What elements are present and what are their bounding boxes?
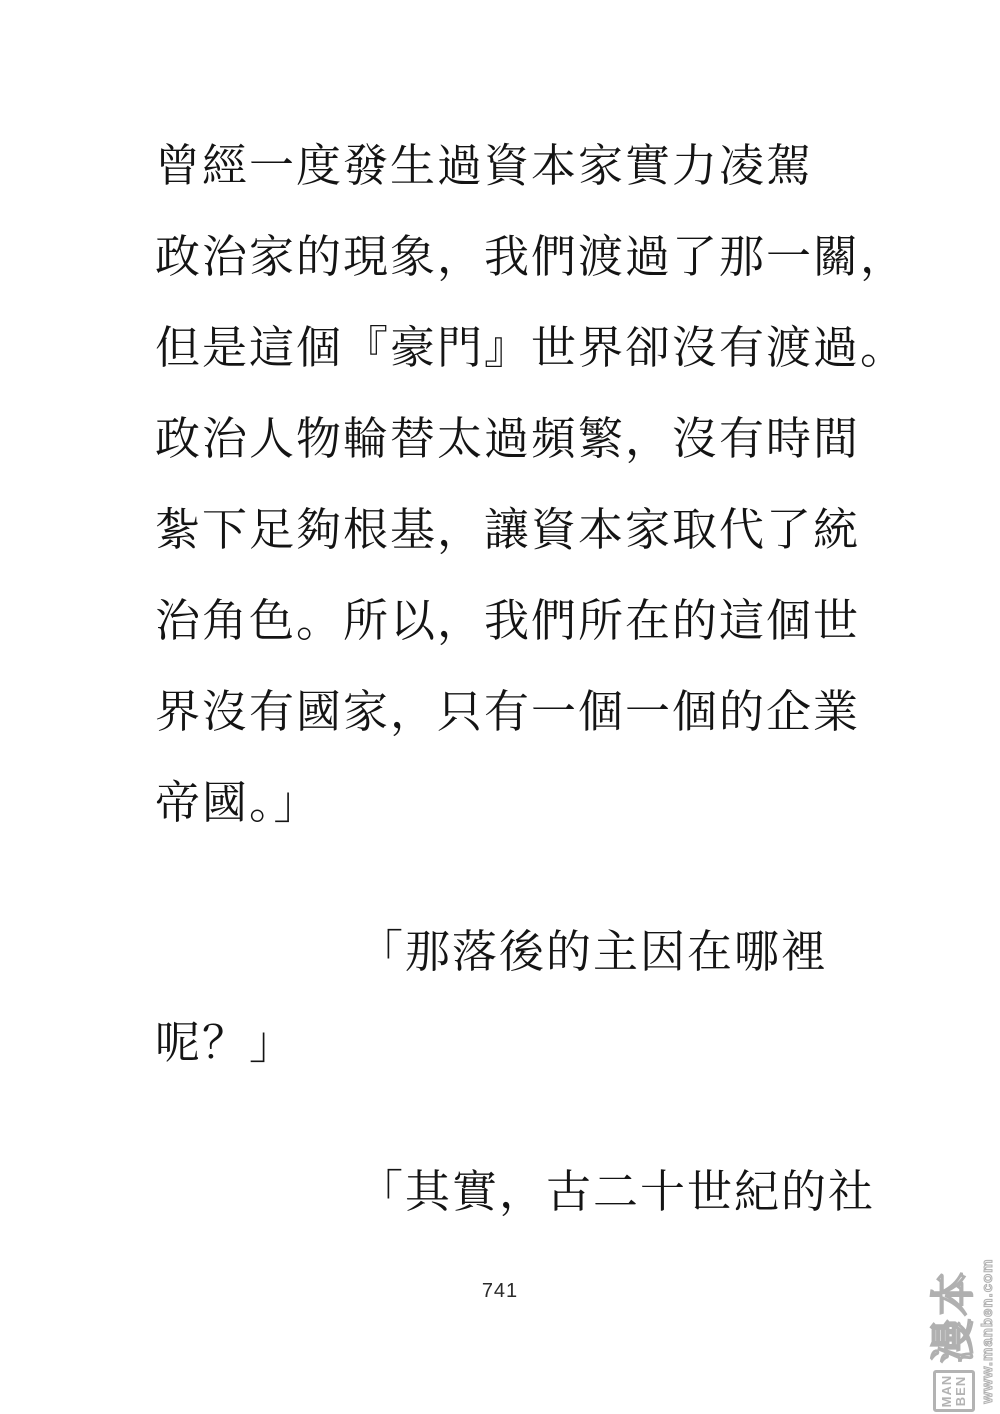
paragraph-3	[155, 1146, 915, 1237]
text-line: 但是這個『豪門』世界卻沒有渡過。	[155, 322, 908, 373]
text-line: 曾經一度發生過資本家實力凌駕	[155, 140, 814, 191]
text-line: 呢？」	[155, 1017, 297, 1068]
manben-logo-text-top: MAN	[938, 1374, 954, 1408]
manben-logo-text-bottom: BEN	[953, 1375, 968, 1407]
watermark-row	[929, 1250, 978, 1412]
manben-logo	[933, 1370, 975, 1412]
paragraph-1	[155, 120, 915, 848]
text-line: 「其實，古二十世紀的社	[358, 1166, 876, 1217]
watermark-url: www.manben.com	[979, 1258, 996, 1404]
watermark	[929, 1250, 998, 1412]
text-line: 政治人物輪替太過頻繁，沒有時間	[155, 413, 861, 464]
watermark-cjk-text: 漫本	[929, 1269, 978, 1363]
page-number: 741	[481, 1280, 519, 1302]
text-line: 界沒有國家，只有一個一個的企業	[155, 686, 861, 737]
text-content	[155, 120, 915, 1237]
text-line: 政治家的現象，我們渡過了那一關，	[155, 231, 908, 282]
text-line: 紮下足夠根基，讓資本家取代了統	[155, 504, 861, 555]
text-line: 「那落後的主因在哪裡	[358, 926, 829, 977]
text-line: 治角色。所以，我們所在的這個世	[155, 595, 861, 646]
paragraph-2	[155, 906, 915, 1088]
text-line: 帝國。」	[155, 777, 321, 828]
